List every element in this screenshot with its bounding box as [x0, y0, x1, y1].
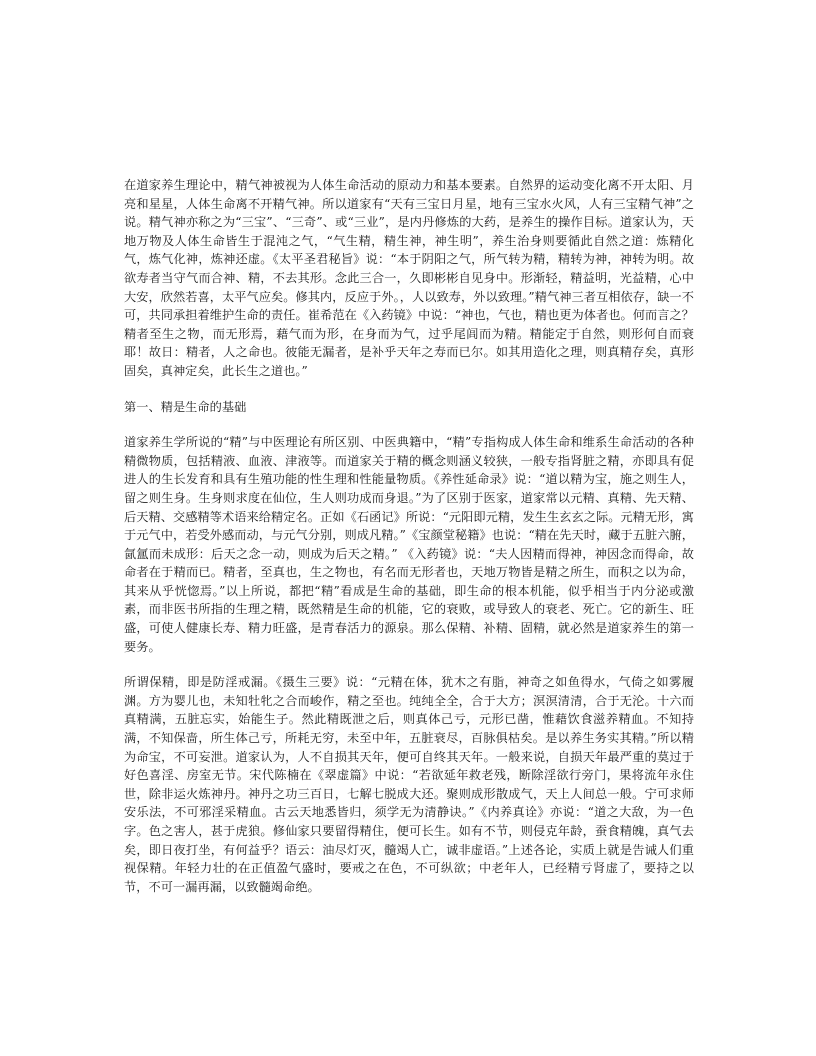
paragraph-jing-definition: 道家养生学所说的“精”与中医理论有所区别、中医典籍中，“精”专指构成人体生命和维系生命活动的各种精微物质，包括精液、血液、津液等。而道家关于精的概念则涵义较狭，一般专指肾脏之精，亦即具有促进人的生长发育和具有生殖功能的性生理和性能量物质。《养性延命录》说：“道以精为宝，施之则生人，留之则生身。生身则求度在仙位，生人则功成而身退。”为了区别于医家，道家常以元精、真精、先天精、后天精、交感精等术语来给精定名。正如《石函记》所说：“元阳即元精，发生生玄玄之际。元精无形，寓于元气中，若受外感而动，与元气分别，则成凡精。”《宝颜堂秘籍》也说：“精在先天时，藏于五脏六腑，氤氲而未成形：后天之念一动，则成为后天之精。” 《入药镜》说：“夫人因精而得神，神因念而得命，故命者在于精而已。精者，至真也，生之物也，有名而无形者也，天地万物皆是精之所生，而积之以为命，其来从乎恍惚焉。”以上所说，都把“精”看成是生命的基础，即生命的根本机能，似乎相当于内分泌或激素，而非医书所指的生理之精，既然精是生命的机能，它的衰败，或导致人的衰老、死亡。它的新生、旺盛，可使人健康长寿、精力旺盛，是青春活力的源泉。那么保精、补精、固精，就必然是道家养生的第一要务。	[124, 435, 694, 654]
paragraph-baojing-practice: 所谓保精，即是防淫戒漏。《摄生三要》说：“元精在体，犹木之有脂，神奇之如鱼得水，气倚之如雾履渊。方为婴儿也，未知牡牝之合而峻作，精之至也。纯纯全全，合于大方；溟溟清清，合于无沦。十六而真精满，五脏忘实，始能生子。然此精既泄之后，则真体己亏，元形已凿，惟藉饮食滋养精血。不知持满，不知保啬，所生体己亏，所耗无穷，未至中年，五脏衰尽，百脉俱枯矣。是以养生务实其精。”所以精为命宝，不可妄泄。道家认为，人不自损其天年，便可自终其天年。一般来说，自损天年最严重的莫过于好色喜淫、房室无节。宋代陈楠在《翠虚篇》中说：“若欲延年救老残，断除淫欲行旁门，果将流年永住世，除非运火炼神丹。神丹之功三百日，七解七脱成大还。聚则成形散成气，天上人间总一般。宁可求师安乐法，不可邪淫采精血。古云天地悉皆归，须学无为清静诀。”《内养真诠》亦说：“道之大敌，为一色字。色之害人，甚于虎狼。修仙家只要留得精住，便可长生。如有不节，则侵克年龄，蚕食精魄，真气去矣，即日夜打坐，有何益乎？语云：油尽灯灭，髓竭人亡，诚非虚语。”上述各论，实质上就是告诫人们重视保精。年轻力壮的在正值盈气盛时，要戒之在色，不可纵欲；中老年人，已经精亏肾虚了，要持之以节，不可一漏再漏，以致髓竭命绝。	[124, 675, 694, 894]
heading-section-one: 第一、精是生命的基础	[124, 399, 247, 414]
paragraph-jingqishen-intro: 在道家养生理论中，精气神被视为人体生命活动的原动力和基本要素。自然界的运动变化离不开太阳、月亮和星星，人体生命离不开精气神。所以道家有“天有三宝日月星，地有三宝水火风，人有三宝精气神”之说。精气神亦称之为“三宝”、“三奇”、或“三业”，是内丹修炼的大药，是养生的操作目标。道家认为，天地万物及人体生命皆生于混沌之气，“气生精，精生神，神生明”，养生治身则要循此自然之道：炼精化气，炼气化神，炼神还虚。《太平圣君秘旨》说：“本于阴阳之气，所气转为精，精转为神，神转为明。故欲寿者当守气而合神、精，不去其形。念此三合一，久即彬彬自见身中。形渐轻，精益明，光益精，心中大安，欣然若喜，太平气应矣。修其内，反应于外。，人以致寿，外以致理。”精气神三者互相依存，缺一不可，共同承担着维护生命的责任。崔希范在《入药镜》中说：“神也，气也，精也更为体者也。何而言之？精者至生之物，而无形焉，藉气而为形，在身而为气，过乎尾闾而为精。精能定于自然，则形何自而衰耶！故日：精者，人之命也。彼能无漏者，是补乎天年之寿而已尔。如其用造化之理，则真精存矣，真形固矣，真神定矣，此长生之道也。”	[124, 178, 694, 378]
document-text-body	[124, 176, 694, 896]
